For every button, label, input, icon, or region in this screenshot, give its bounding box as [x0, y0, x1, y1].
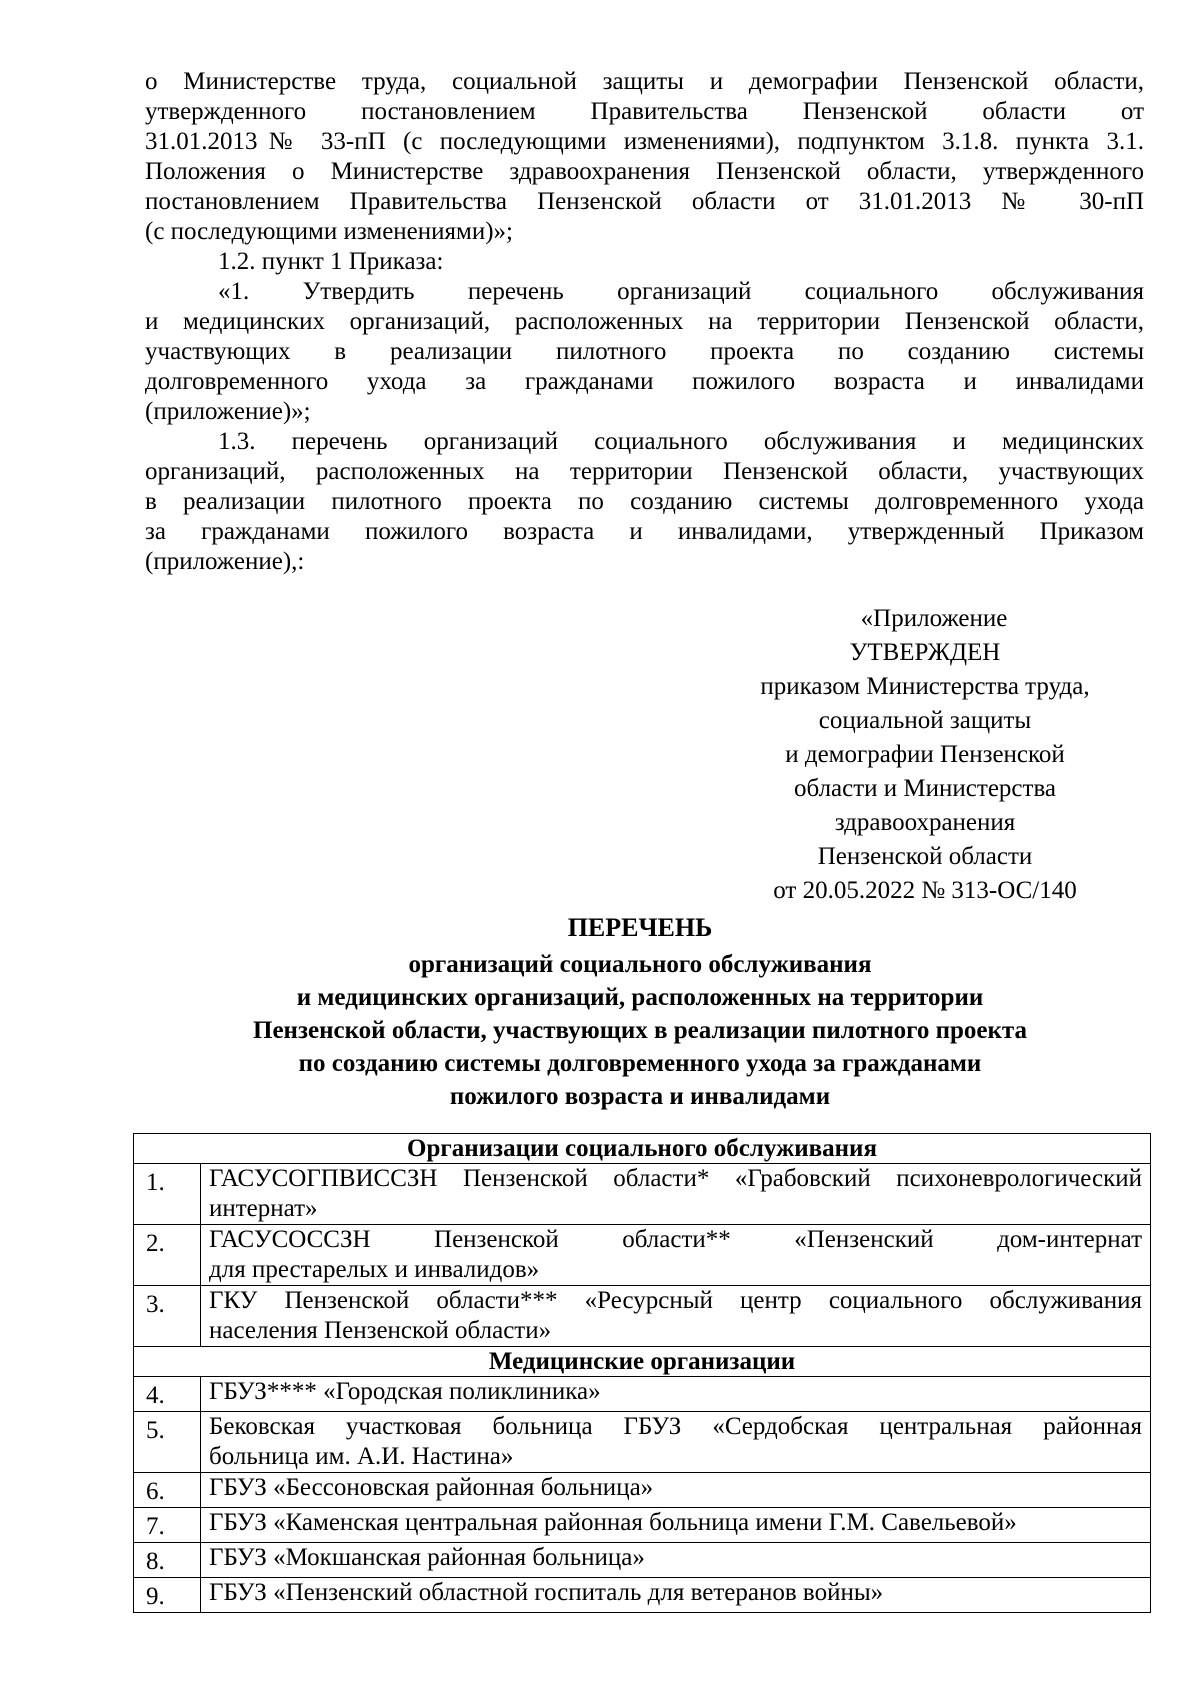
row-text-line: ГАСУСОССЗН Пензенской области** «Пензенский дом-интернат [209, 1226, 1142, 1253]
row-text [201, 1225, 1151, 1286]
body-line: Положения о Министерстве здравоохранения Пензенской области, утвержденного [145, 158, 1144, 185]
row-number: 8. [134, 1543, 201, 1578]
body-line: долговременного ухода за гражданами пожилого возраста и инвалидами [145, 368, 1144, 395]
body-line: в реализации пилотного проекта по созданию системы долговременного ухода [145, 488, 1144, 515]
row-number: 1. [134, 1164, 201, 1225]
body-line: (с последующими изменениями)»; [145, 218, 514, 245]
table-row [134, 1412, 1151, 1473]
approval-line: УТВЕРЖДЕН [849, 639, 1001, 666]
section-title: Медицинские организации [134, 1347, 1151, 1377]
approval-block [740, 602, 1110, 908]
row-text-line: населения Пензенской области» [209, 1317, 552, 1344]
row-text-line: для престарелых и инвалидов» [209, 1256, 540, 1283]
row-text [201, 1578, 1151, 1613]
approval-line: здравоохранения [834, 809, 1016, 836]
title-line: пожилого возраста и инвалидами [449, 1083, 831, 1110]
body-line: за гражданами пожилого возраста и инвалидами, утвержденный Приказом [145, 518, 1144, 545]
row-text-line: ГБУЗ «Мокшанская районная больница» [209, 1544, 645, 1571]
body-line: организаций, расположенных на территории Пензенской области, участвующих [145, 458, 1144, 485]
table-row [134, 1578, 1151, 1613]
row-text-line: ГБУЗ «Каменская центральная районная больница имени Г.М. Савельевой» [209, 1509, 1017, 1536]
table-row [134, 1377, 1151, 1412]
table-row [134, 1286, 1151, 1347]
body-line: (приложение)»; [145, 398, 311, 425]
row-text-line: ГБУЗ «Бессоновская районная больница» [209, 1474, 654, 1501]
row-text [201, 1473, 1151, 1508]
title-line: организаций социального обслуживания [408, 951, 872, 978]
approval-line: и демографии Пензенской [785, 741, 1065, 768]
row-number: 7. [134, 1508, 201, 1543]
body-line: о Министерстве труда, социальной защиты и демографии Пензенской области, [145, 68, 1144, 95]
table-row [134, 1225, 1151, 1286]
approval-line: приказом Министерства труда, [760, 673, 1090, 700]
list-title [140, 910, 1140, 1113]
body-line: 1.2. пункт 1 Приказа: [218, 248, 444, 275]
row-text-line: больница им. А.И. Настина» [209, 1443, 514, 1470]
body-line: (приложение),: [145, 548, 305, 575]
title-main: ПЕРЕЧЕНЬ [567, 913, 713, 942]
title-line: Пензенской области, участвующих в реализации пилотного проекта [253, 1017, 1027, 1044]
table-row [134, 1543, 1151, 1578]
row-number: 4. [134, 1377, 201, 1412]
row-number: 2. [134, 1225, 201, 1286]
approval-line: от 20.05.2022 № 313-ОС/140 [773, 877, 1077, 904]
row-number: 6. [134, 1473, 201, 1508]
title-line: по созданию системы долговременного ухода за гражданами [298, 1050, 982, 1077]
row-text [201, 1377, 1151, 1412]
approval-line: социальной защиты [818, 707, 1032, 734]
row-text [201, 1543, 1151, 1578]
organizations-table [133, 1133, 1151, 1613]
body-line: 31.01.2013№ 33-пП (с последующими изменениями), подпунктом 3.1.8. пункта 3.1. [145, 128, 1144, 155]
row-text-line: ГБУЗ**** «Городская поликлиника» [209, 1378, 601, 1405]
table-section-header [134, 1134, 1151, 1164]
row-text-line: интернат» [209, 1195, 318, 1222]
row-number: 9. [134, 1578, 201, 1613]
row-text [201, 1164, 1151, 1225]
approval-line: «Приложение [860, 605, 1008, 632]
row-text-line: Бековская участковая больница ГБУЗ «Сердобская центральная районная [209, 1413, 1142, 1440]
title-line: и медицинских организаций, расположенных на территории [296, 984, 984, 1011]
body-line: утвержденного постановлением Правительства Пензенской области от [145, 98, 1144, 125]
body-line: постановлением Правительства Пензенской области от 31.01.2013 № 30-пП [145, 188, 1144, 215]
row-text [201, 1286, 1151, 1347]
row-number: 5. [134, 1412, 201, 1473]
table-row [134, 1508, 1151, 1543]
approval-line: Пензенской области [817, 843, 1033, 870]
body-line: «1. Утвердить перечень организаций социального обслуживания [218, 278, 1144, 305]
section-title: Организации социального обслуживания [134, 1134, 1151, 1164]
row-text [201, 1508, 1151, 1543]
row-text [201, 1412, 1151, 1473]
table-section-header [134, 1347, 1151, 1377]
row-text-line: ГАСУСОГПВИССЗН Пензенской области* «Грабовский психоневрологический [209, 1165, 1142, 1192]
body-line: 1.3. перечень организаций социального обслуживания и медицинских [218, 428, 1144, 455]
approval-line: области и Министерства [793, 775, 1057, 802]
table-row [134, 1164, 1151, 1225]
row-number: 3. [134, 1286, 201, 1347]
body-line: участвующих в реализации пилотного проекта по созданию системы [145, 338, 1144, 365]
body-line: и медицинских организаций, расположенных на территории Пензенской области, [145, 308, 1144, 335]
table-row [134, 1473, 1151, 1508]
row-text-line: ГБУЗ «Пензенский областной госпиталь для ветеранов войны» [209, 1579, 884, 1606]
row-text-line: ГКУ Пензенской области*** «Ресурсный центр социального обслуживания [209, 1287, 1142, 1314]
